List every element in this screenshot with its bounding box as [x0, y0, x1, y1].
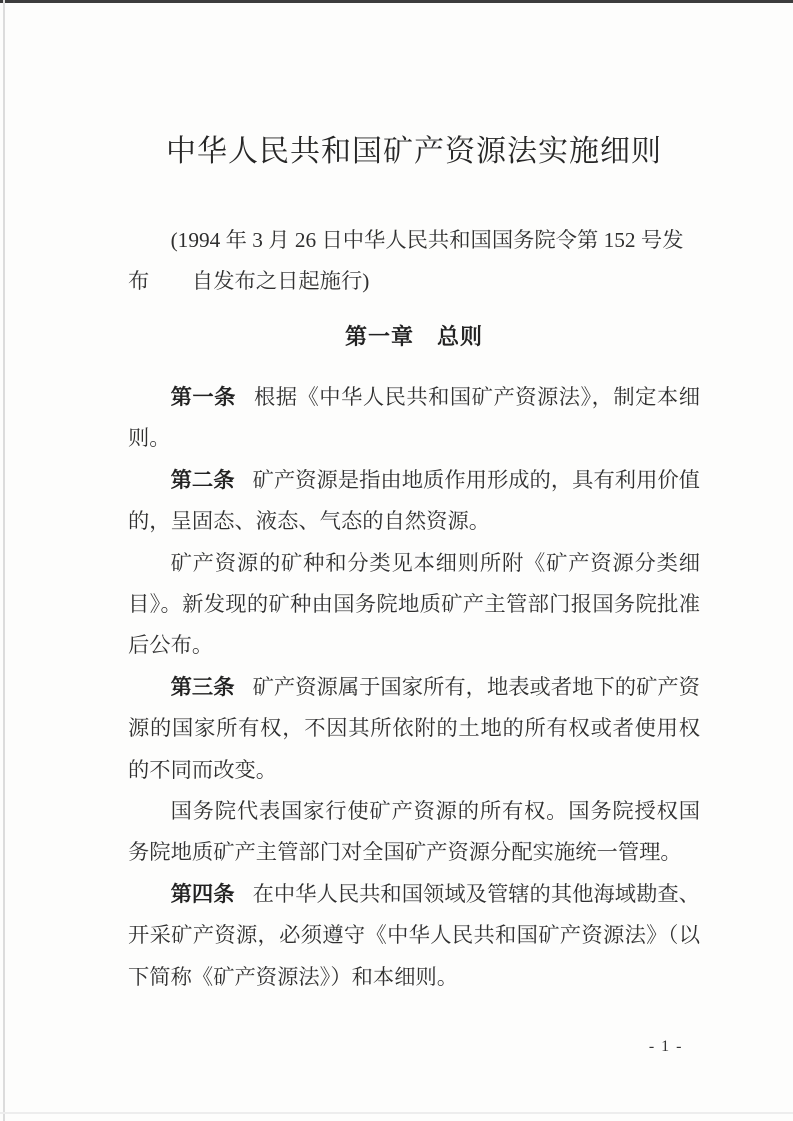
page-number: - 1 - [648, 1038, 683, 1055]
document-content [128, 0, 700, 998]
article-paragraph-3 [128, 667, 700, 791]
article-3-label: 第三条 [170, 674, 235, 699]
promulgation-note-line-2: 布 自发布之日起施行) [128, 269, 370, 293]
article-4-label: 第四条 [170, 881, 235, 906]
article-paragraph-1 [128, 377, 700, 460]
scan-left-edge-artifact [3, 0, 5, 1121]
article-3-continuation-paragraph [128, 791, 700, 874]
article-2-text: 矿产资源是指由地质作用形成的，具有利用价值的，呈固态、液态、气态的自然资源。 [128, 467, 700, 534]
article-paragraph-2 [128, 460, 700, 543]
article-3-continuation-text: 国务院代表国家行使矿产资源的所有权。国务院授权国务院地质矿产主管部门对全国矿产资源分配实施统一管理。 [128, 799, 700, 865]
chapter-heading: 第一章 总则 [344, 324, 483, 349]
article-1-label: 第一条 [170, 385, 236, 409]
article-1-text: 根据《中华人民共和国矿产资源法》，制定本细则。 [128, 385, 700, 451]
article-paragraph-4 [128, 874, 700, 998]
articles-body [128, 377, 700, 998]
article-3-text: 矿产资源属于国家所有，地表或者地下的矿产资源的国家所有权，不因其所依附的土地的所有权或者使用权的不同而改变。 [128, 674, 700, 782]
promulgation-note-line-1: (1994 年 3 月 26 日中华人民共和国国务院令第 152 号发 [170, 228, 684, 252]
article-2-continuation-text: 矿产资源的矿种和分类见本细则所附《矿产资源分类细目》。新发现的矿种由国务院地质矿产主管部门报国务院批准后公布。 [128, 550, 700, 658]
document-title: 中华人民共和国矿产资源法实施细则 [166, 135, 662, 168]
article-4-text: 在中华人民共和国领域及管辖的其他海域勘查、开采矿产资源，必须遵守《中华人民共和国矿产资源法》（以下简称《矿产资源法》）和本细则。 [128, 881, 700, 989]
article-2-label: 第二条 [170, 467, 235, 492]
article-2-continuation-paragraph [128, 543, 700, 667]
scan-bottom-edge-artifact [0, 1112, 793, 1114]
